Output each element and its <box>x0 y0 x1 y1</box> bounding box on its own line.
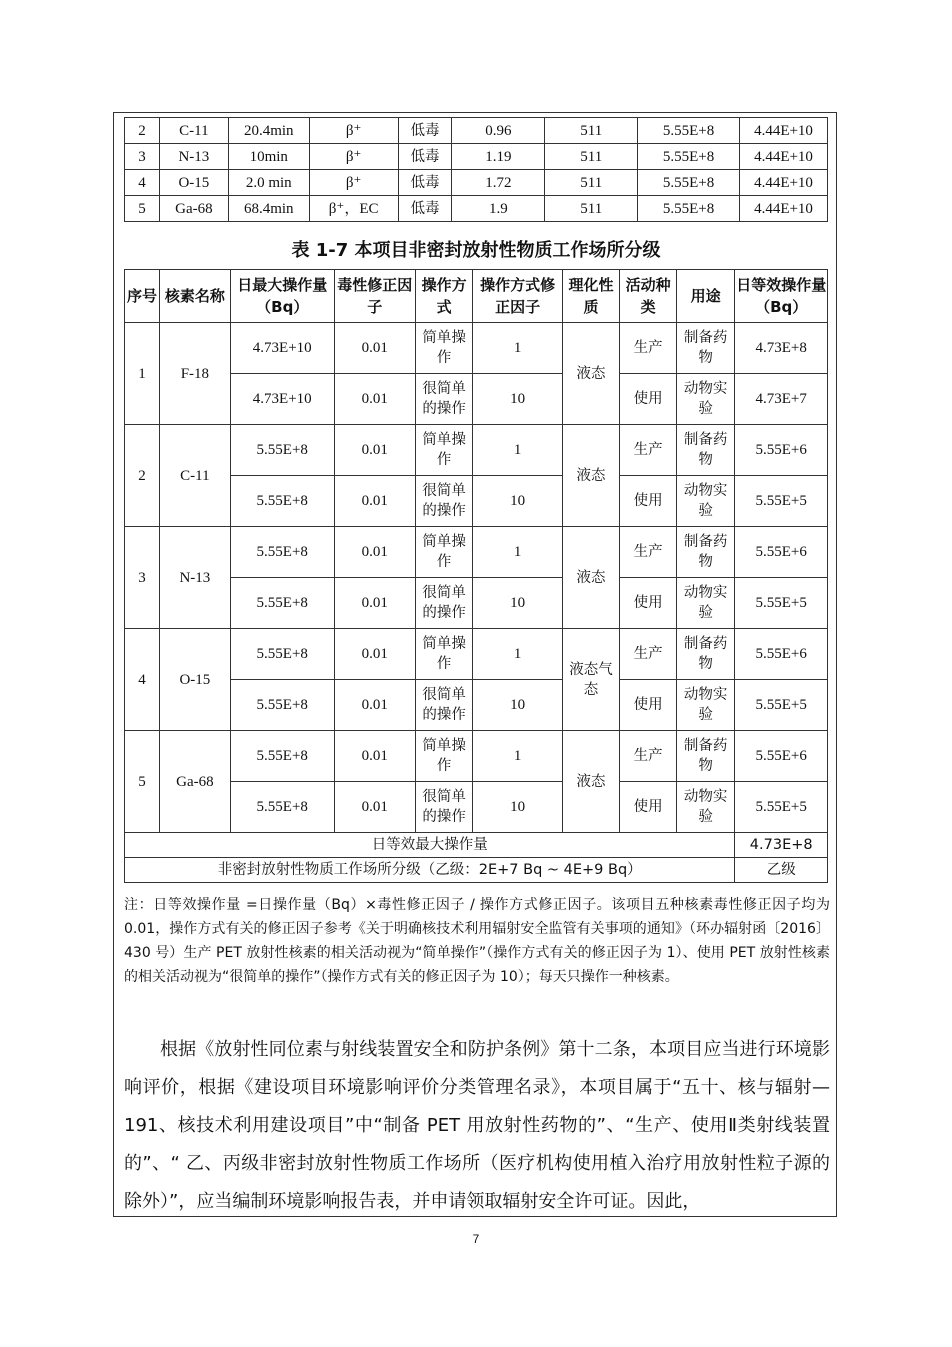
table-cell: 5.55E+8 <box>638 144 740 170</box>
mode-factor-cell: 1 <box>473 425 562 476</box>
table-cell: 68.4min <box>228 196 309 222</box>
body-paragraph: 根据《放射性同位素与射线装置安全和防护条例》第十二条，本项目应当进行环境影响评价，根据《建设项目环境影响评价分类管理名录》，本项目属于“五十、核与辐射—191、核技术利用建设项目”中“制备 PET 用放射性药物的”、“生产、使用Ⅱ类射线装置的”、“ 乙、丙级非密封放射性物质工作场所（医疗机构使用植入治疗用放射性粒子源的除外）”，应当编制环境影响报告表，并申请领取辐射安全许可证。因此， <box>124 1039 830 1212</box>
usage-cell: 动物实验 <box>676 374 735 425</box>
operation-mode-cell: 简单操作 <box>415 629 473 680</box>
table-cell: Ga-68 <box>159 196 228 222</box>
table-cell: 低毒 <box>398 170 452 196</box>
usage-cell: 制备药物 <box>676 731 735 782</box>
toxicity-factor-cell: 0.01 <box>334 323 415 374</box>
max-activity-cell: 4.73E+10 <box>230 374 334 425</box>
equivalent-activity-cell: 5.55E+6 <box>735 731 828 782</box>
mode-factor-cell: 10 <box>473 374 562 425</box>
workplace-classification-table <box>124 269 828 883</box>
max-activity-cell: 4.73E+10 <box>230 323 334 374</box>
table-row <box>125 118 828 144</box>
mode-factor-cell: 1 <box>473 629 562 680</box>
table-row <box>125 527 828 578</box>
usage-cell: 动物实验 <box>676 782 735 833</box>
serial-cell: 5 <box>125 731 160 833</box>
usage-cell: 制备药物 <box>676 425 735 476</box>
equivalent-activity-cell: 5.55E+5 <box>735 476 828 527</box>
nuclide-property-table <box>124 117 828 222</box>
max-activity-cell: 5.55E+8 <box>230 425 334 476</box>
table-cell: 1.9 <box>452 196 545 222</box>
table-row <box>125 476 828 527</box>
physical-state-cell: 液态气态 <box>562 629 620 731</box>
table-cell: 低毒 <box>398 118 452 144</box>
document-frame <box>113 112 837 1217</box>
table-cell: 3 <box>125 144 160 170</box>
operation-mode-cell: 简单操作 <box>415 731 473 782</box>
nuclide-cell: N-13 <box>159 527 230 629</box>
mode-factor-cell: 1 <box>473 731 562 782</box>
nuclide-cell: Ga-68 <box>159 731 230 833</box>
physical-state-cell: 液态 <box>562 731 620 833</box>
table-cell: O-15 <box>159 170 228 196</box>
table-row <box>125 170 828 196</box>
activity-type-cell: 生产 <box>620 629 677 680</box>
max-activity-cell: 5.55E+8 <box>230 476 334 527</box>
toxicity-factor-cell: 0.01 <box>334 782 415 833</box>
table-cell: 511 <box>545 196 638 222</box>
operation-mode-cell: 很简单的操作 <box>415 374 473 425</box>
serial-cell: 2 <box>125 425 160 527</box>
table-cell: 低毒 <box>398 144 452 170</box>
max-activity-cell: 5.55E+8 <box>230 527 334 578</box>
equivalent-activity-cell: 4.73E+8 <box>735 323 828 374</box>
table-cell: β⁺ <box>309 118 398 144</box>
table-cell: 10min <box>228 144 309 170</box>
max-activity-cell: 5.55E+8 <box>230 578 334 629</box>
classification-grade-row <box>125 858 828 883</box>
table-row <box>125 323 828 374</box>
operation-mode-cell: 简单操作 <box>415 425 473 476</box>
header-cell: 理化性质 <box>562 270 620 323</box>
table-cell: 1.19 <box>452 144 545 170</box>
activity-type-cell: 生产 <box>620 527 677 578</box>
operation-mode-cell: 简单操作 <box>415 527 473 578</box>
table-cell: 5.55E+8 <box>638 118 740 144</box>
mode-factor-cell: 1 <box>473 527 562 578</box>
table-cell: 5 <box>125 196 160 222</box>
table-cell: β⁺ <box>309 170 398 196</box>
header-cell: 操作方式修正因子 <box>473 270 562 323</box>
activity-type-cell: 生产 <box>620 425 677 476</box>
mode-factor-cell: 1 <box>473 323 562 374</box>
toxicity-factor-cell: 0.01 <box>334 731 415 782</box>
table-cell: 2 <box>125 118 160 144</box>
table-cell: 5.55E+8 <box>638 196 740 222</box>
toxicity-factor-cell: 0.01 <box>334 374 415 425</box>
table-row <box>125 782 828 833</box>
operation-mode-cell: 很简单的操作 <box>415 476 473 527</box>
table-cell: 511 <box>545 144 638 170</box>
summary-label-cell: 日等效最大操作量 <box>125 833 735 858</box>
equivalent-activity-cell: 5.55E+5 <box>735 782 828 833</box>
activity-type-cell: 使用 <box>620 782 677 833</box>
table-row <box>125 196 828 222</box>
header-cell: 核素名称 <box>159 270 230 323</box>
usage-cell: 制备药物 <box>676 629 735 680</box>
activity-type-cell: 使用 <box>620 578 677 629</box>
table-cell: 低毒 <box>398 196 452 222</box>
operation-mode-cell: 简单操作 <box>415 323 473 374</box>
equivalent-activity-cell: 5.55E+6 <box>735 629 828 680</box>
header-cell: 活动种类 <box>620 270 677 323</box>
max-activity-cell: 5.55E+8 <box>230 731 334 782</box>
usage-cell: 制备药物 <box>676 323 735 374</box>
equivalent-activity-cell: 4.73E+7 <box>735 374 828 425</box>
equivalent-activity-cell: 5.55E+6 <box>735 425 828 476</box>
toxicity-factor-cell: 0.01 <box>334 578 415 629</box>
table-row <box>125 144 828 170</box>
table-cell: 4.44E+10 <box>740 144 828 170</box>
table-cell: β⁺ <box>309 144 398 170</box>
toxicity-factor-cell: 0.01 <box>334 425 415 476</box>
header-cell: 毒性修正因子 <box>334 270 415 323</box>
usage-cell: 动物实验 <box>676 680 735 731</box>
page-number: 7 <box>472 1232 480 1246</box>
physical-state-cell: 液态 <box>562 425 620 527</box>
physical-state-cell: 液态 <box>562 527 620 629</box>
activity-type-cell: 使用 <box>620 476 677 527</box>
table-cell: 4.44E+10 <box>740 196 828 222</box>
equivalent-activity-cell: 5.55E+5 <box>735 578 828 629</box>
toxicity-factor-cell: 0.01 <box>334 476 415 527</box>
usage-cell: 动物实验 <box>676 578 735 629</box>
table-row <box>125 578 828 629</box>
header-cell: 日最大操作量（Bq） <box>230 270 334 323</box>
nuclide-cell: O-15 <box>159 629 230 731</box>
equivalent-activity-cell: 5.55E+6 <box>735 527 828 578</box>
equivalent-activity-cell: 5.55E+5 <box>735 680 828 731</box>
operation-mode-cell: 很简单的操作 <box>415 680 473 731</box>
table-cell: N-13 <box>159 144 228 170</box>
table-row <box>125 680 828 731</box>
operation-mode-cell: 很简单的操作 <box>415 578 473 629</box>
usage-cell: 动物实验 <box>676 476 735 527</box>
activity-type-cell: 生产 <box>620 323 677 374</box>
max-activity-cell: 5.55E+8 <box>230 680 334 731</box>
mode-factor-cell: 10 <box>473 476 562 527</box>
nuclide-cell: C-11 <box>159 425 230 527</box>
table-cell: 20.4min <box>228 118 309 144</box>
max-activity-cell: 5.55E+8 <box>230 629 334 680</box>
table-caption: 表 1-7 本项目非密封放射性物质工作场所分级 <box>291 240 661 261</box>
activity-type-cell: 使用 <box>620 374 677 425</box>
table-cell: 0.96 <box>452 118 545 144</box>
table-note: 注：日等效操作量 =日操作量（Bq）×毒性修正因子 / 操作方式修正因子。该项目五种核素毒性修正因子均为 0.01，操作方式有关的修正因子参考《关于明确核技术利用辐射安全监管有关事项的通知》（环办辐射函〔2016〕430 号）生产 PET 放射性核素的相关活动视为“简单操作”（操作方式有关的修正因子为 1）、使用 PET 放射性核素的相关活动视为“很简单的操作”（操作方式有关的修正因子为 10）；每天只操作一种核素。 <box>124 897 830 985</box>
serial-cell: 3 <box>125 527 160 629</box>
table-cell: 2.0 min <box>228 170 309 196</box>
mode-factor-cell: 10 <box>473 680 562 731</box>
summary-value-cell: 4.73E+8 <box>735 833 828 858</box>
serial-cell: 1 <box>125 323 160 425</box>
table-row <box>125 425 828 476</box>
toxicity-factor-cell: 0.01 <box>334 527 415 578</box>
toxicity-factor-cell: 0.01 <box>334 680 415 731</box>
summary-label-cell: 非密封放射性物质工作场所分级（乙级：2E+7 Bq ~ 4E+9 Bq） <box>125 858 735 883</box>
header-row <box>125 270 828 323</box>
table-cell: 511 <box>545 118 638 144</box>
table-cell: C-11 <box>159 118 228 144</box>
max-activity-cell: 5.55E+8 <box>230 782 334 833</box>
max-equivalent-row <box>125 833 828 858</box>
table-cell: 511 <box>545 170 638 196</box>
table-row <box>125 629 828 680</box>
activity-type-cell: 生产 <box>620 731 677 782</box>
table-cell: 4.44E+10 <box>740 170 828 196</box>
table-cell: β⁺，EC <box>309 196 398 222</box>
table-row <box>125 731 828 782</box>
usage-cell: 制备药物 <box>676 527 735 578</box>
table-cell: 4.44E+10 <box>740 118 828 144</box>
table-row <box>125 374 828 425</box>
table-cell: 5.55E+8 <box>638 170 740 196</box>
mode-factor-cell: 10 <box>473 782 562 833</box>
summary-value-cell: 乙级 <box>735 858 828 883</box>
operation-mode-cell: 很简单的操作 <box>415 782 473 833</box>
toxicity-factor-cell: 0.01 <box>334 629 415 680</box>
table-cell: 1.72 <box>452 170 545 196</box>
serial-cell: 4 <box>125 629 160 731</box>
header-cell: 操作方式 <box>415 270 473 323</box>
nuclide-cell: F-18 <box>159 323 230 425</box>
mode-factor-cell: 10 <box>473 578 562 629</box>
physical-state-cell: 液态 <box>562 323 620 425</box>
header-cell: 用途 <box>676 270 735 323</box>
header-cell: 序号 <box>125 270 160 323</box>
activity-type-cell: 使用 <box>620 680 677 731</box>
table-cell: 4 <box>125 170 160 196</box>
header-cell: 日等效操作量（Bq） <box>735 270 828 323</box>
